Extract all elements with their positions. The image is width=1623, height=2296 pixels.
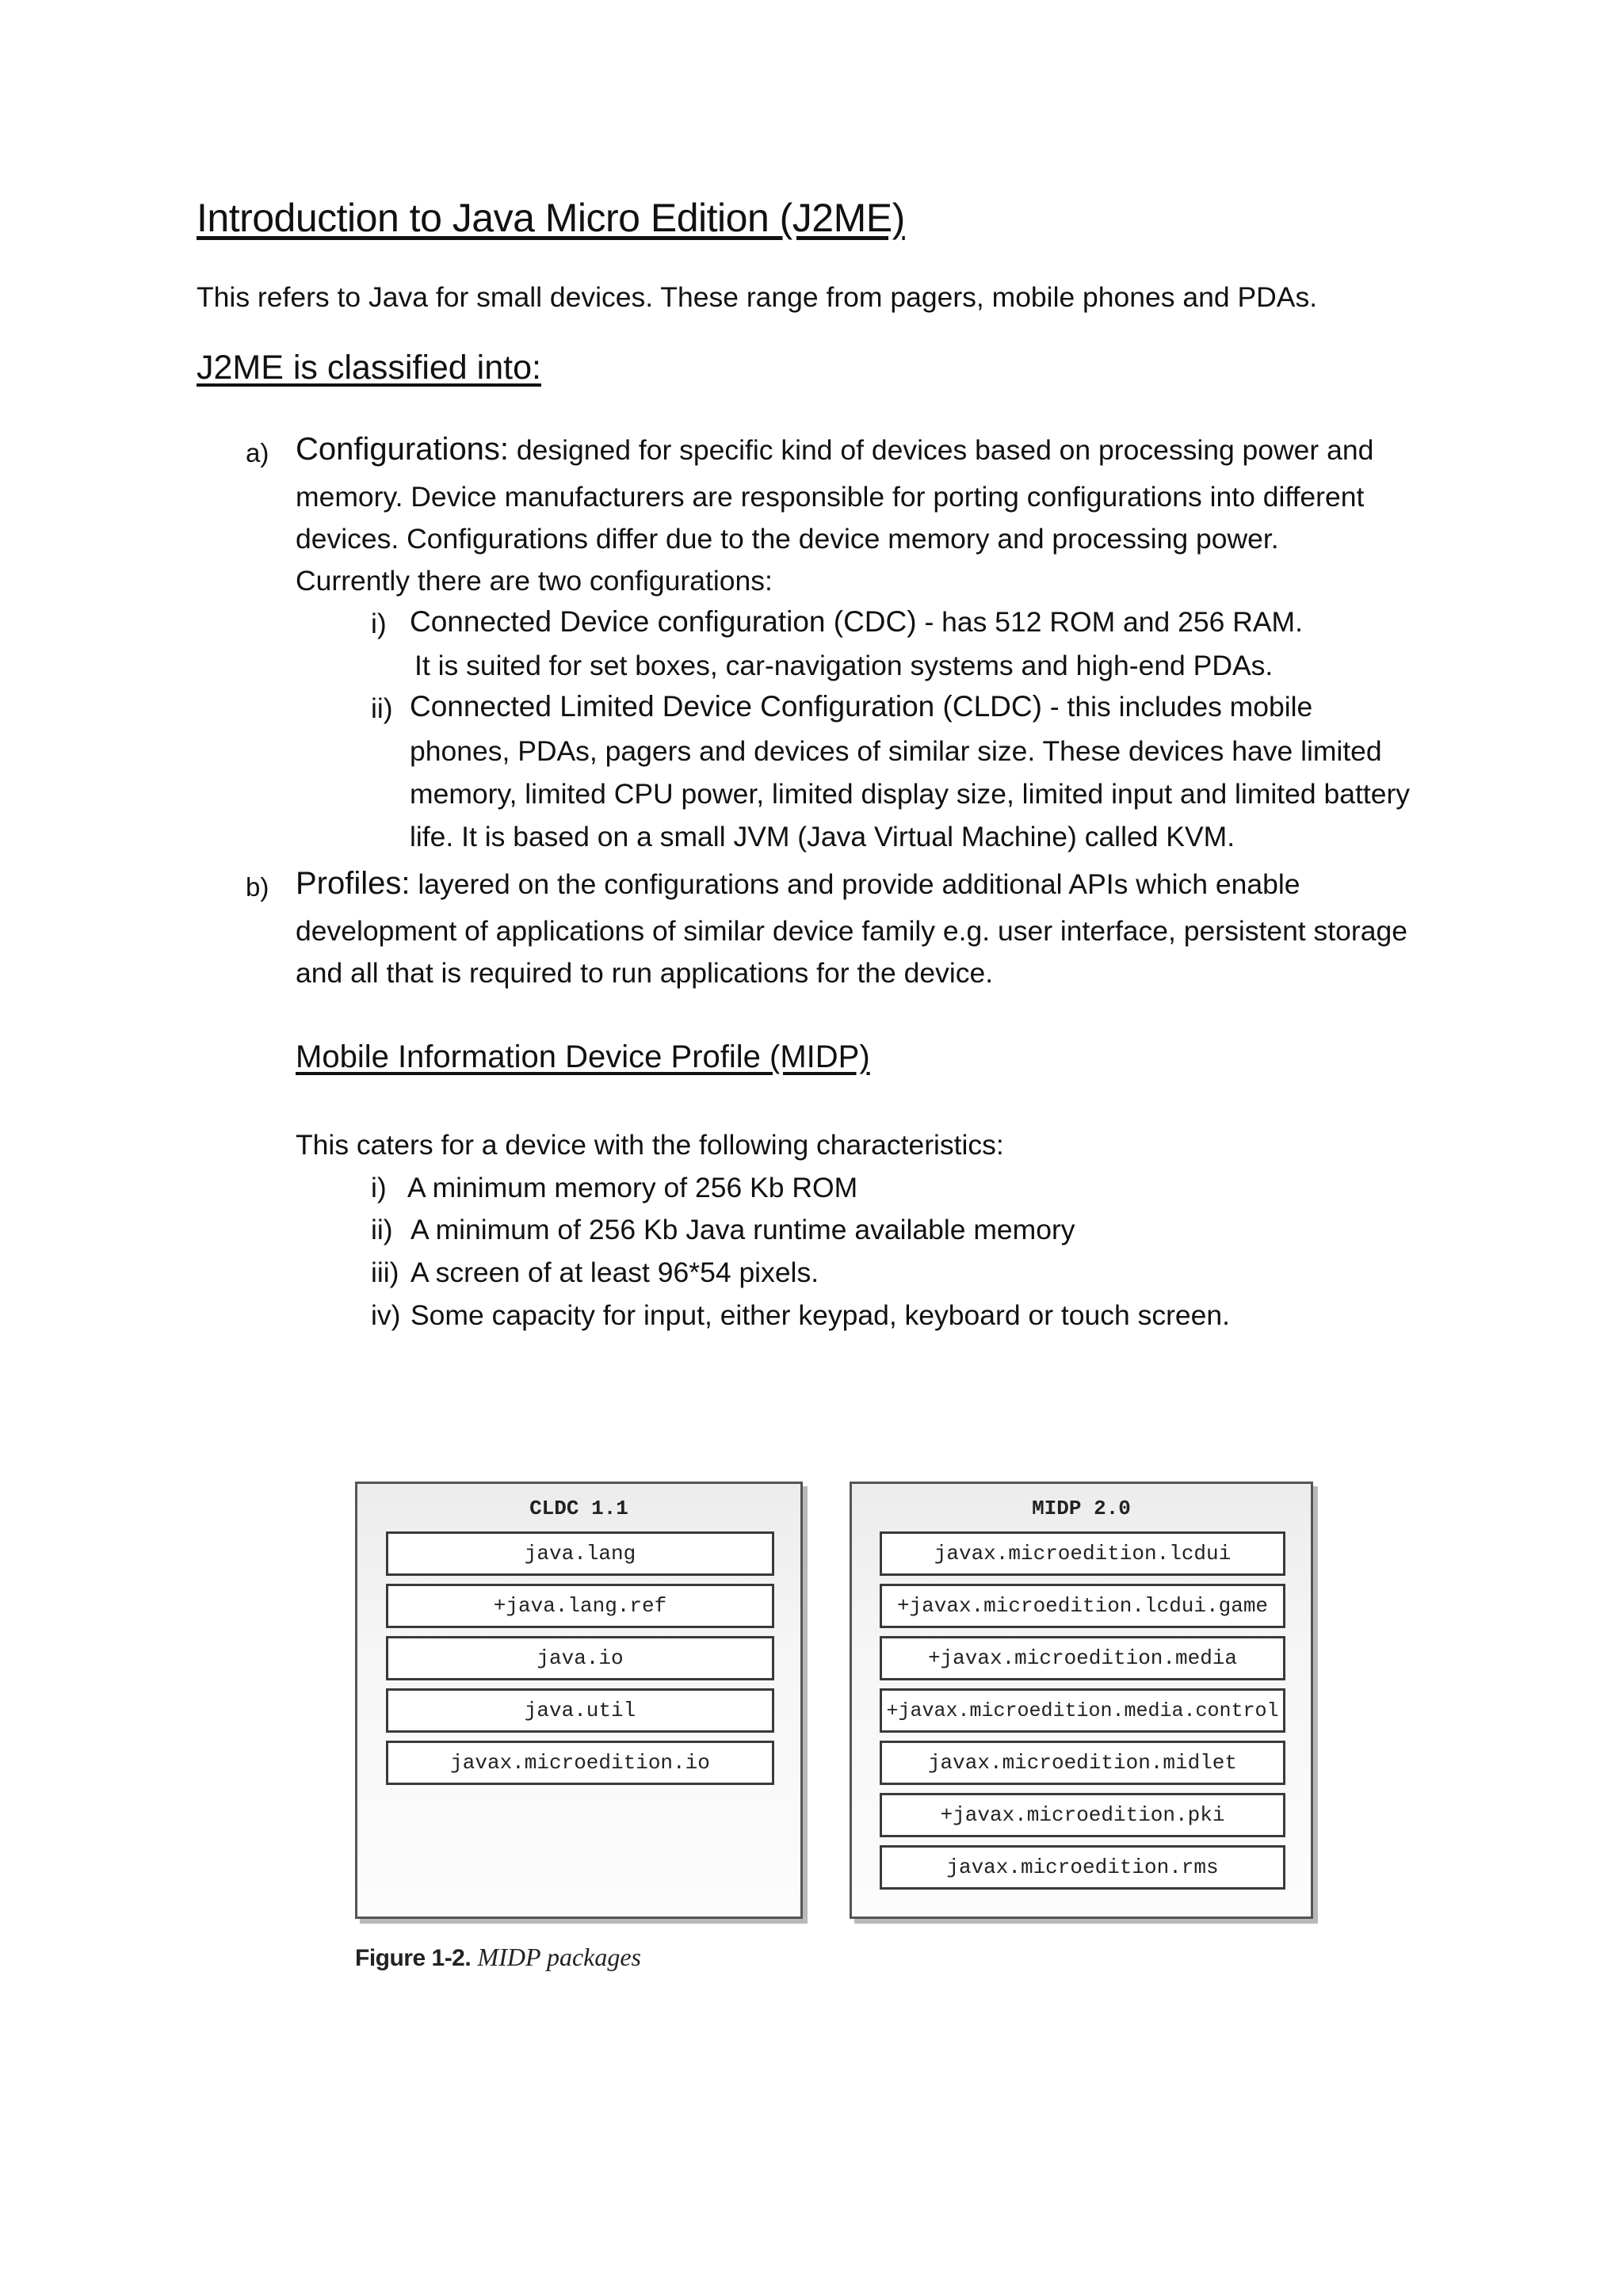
midp-item-text: A screen of at least 96*54 pixels. [411,1257,819,1288]
package-box: javax.microedition.lcdui [880,1531,1285,1576]
figure-caption-label: Figure 1-2. [355,1945,472,1971]
configurations-text1: designed for specific kind of devices based on processing power and [509,434,1374,466]
package-box: +javax.microedition.lcdui.game [880,1584,1285,1628]
package-box: java.lang [386,1531,774,1576]
intro-paragraph: This refers to Java for small devices. These range from pagers, mobile phones and PDAs. [197,281,1318,313]
cdc-text1: - has 512 ROM and 256 RAM. [916,606,1303,638]
midp-item-marker: i) [371,1172,387,1203]
profiles-text1: layered on the configurations and provide additional APIs which enable [410,868,1300,900]
midp-item-text: Some capacity for input, either keypad, keyboard or touch screen. [411,1299,1231,1331]
profiles-line3: and all that is required to run applications for the device. [296,957,994,989]
package-box: +javax.microedition.pki [880,1793,1285,1837]
midp-panel-title: MIDP 2.0 [1032,1497,1131,1520]
cdc-heading: Connected Device configuration (CDC) [410,605,917,638]
midp-intro: This caters for a device with the following characteristics: [296,1129,1004,1161]
cldc-panel [355,1482,803,1919]
profiles-line1 [296,862,1300,906]
package-box: +javax.microedition.media.control [880,1688,1285,1733]
midp-item-text: A minimum memory of 256 Kb ROM [407,1172,858,1203]
configurations-heading: Configurations: [296,432,510,467]
cdc-line1 [410,601,1303,643]
midp-item-marker: iv) [371,1299,401,1331]
profiles-line2: development of applications of similar device family e.g. user interface, persistent storage [296,915,1407,947]
cldc-heading: Connected Limited Device Configuration (CLDC) [410,690,1042,723]
configurations-line1 [296,428,1373,471]
cdc-marker: i) [371,608,387,639]
configurations-marker: a) [246,438,269,467]
package-box: +javax.microedition.media [880,1636,1285,1680]
cldc-line4: life. It is based on a small JVM (Java Virtual Machine) called KVM. [410,821,1235,852]
package-box: javax.microedition.io [386,1741,774,1785]
midp-item-marker: ii) [371,1214,393,1245]
configurations-line2: memory. Device manufacturers are responsible for porting configurations into different [296,481,1365,513]
cldc-text1: - this includes mobile [1041,691,1313,723]
package-box: +java.lang.ref [386,1584,774,1628]
package-box: javax.microedition.rms [880,1845,1285,1890]
cldc-marker: ii) [371,692,393,724]
classified-heading: J2ME is classified into: [197,349,541,387]
midp-panel [850,1482,1313,1919]
profiles-marker: b) [246,872,269,902]
cldc-panel-title: CLDC 1.1 [529,1497,628,1520]
page-title: Introduction to Java Micro Edition (J2ME) [197,196,905,240]
midp-item-text: A minimum of 256 Kb Java runtime available memory [411,1214,1075,1245]
cldc-line1 [410,685,1312,728]
profiles-heading: Profiles: [296,866,411,901]
package-box: javax.microedition.midlet [880,1741,1285,1785]
package-box: java.io [386,1636,774,1680]
package-box: java.util [386,1688,774,1733]
midp-heading: Mobile Information Device Profile (MIDP) [296,1039,870,1074]
cldc-line2: phones, PDAs, pagers and devices of similar size. These devices have limited [410,735,1382,767]
configurations-line4: Currently there are two configurations: [296,565,773,597]
figure-caption-text: MIDP packages [477,1943,641,1971]
figure-caption [355,1943,641,1972]
configurations-line3: devices. Configurations differ due to the device memory and processing power. [296,523,1279,555]
cldc-line3: memory, limited CPU power, limited display size, limited input and limited battery [410,778,1411,810]
cdc-line2: It is suited for set boxes, car-navigation systems and high-end PDAs. [414,650,1274,681]
midp-item-marker: iii) [371,1257,399,1288]
